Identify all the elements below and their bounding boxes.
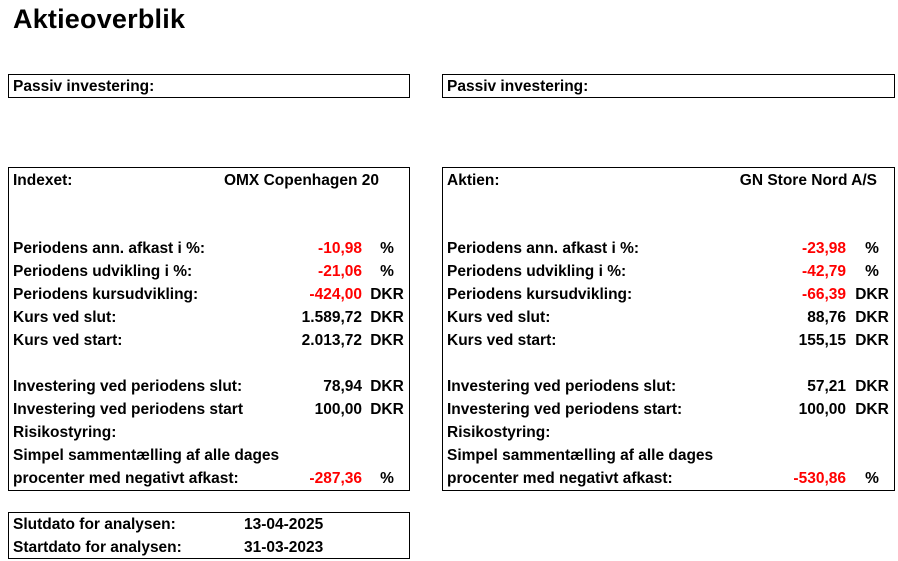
invest-label: Investering ved periodens slut: <box>447 378 677 395</box>
metric-value: 88,76 <box>807 309 846 326</box>
start-date-label: Startdato for analysen: <box>13 539 182 556</box>
invest-unit: DKR <box>370 378 404 395</box>
right-risk-value: -530,86 <box>793 470 846 487</box>
metric-label: Periodens ann. afkast i %: <box>447 240 640 257</box>
metric-value: -66,39 <box>802 286 846 303</box>
metric-unit: DKR <box>855 309 889 326</box>
metric-label: Kurs ved start: <box>13 332 123 349</box>
left-risk-unit: % <box>380 470 394 487</box>
metric-label: Kurs ved slut: <box>447 309 551 326</box>
invest-unit: DKR <box>370 401 404 418</box>
metric-label: Periodens kursudvikling: <box>13 286 199 303</box>
right-risk-unit: % <box>865 470 879 487</box>
metric-value: -21,06 <box>318 263 362 280</box>
right-risk-desc-1: Simpel sammentælling af alle dages <box>447 447 714 464</box>
right-passive-label: Passiv investering: <box>447 78 589 95</box>
invest-label: Investering ved periodens start <box>13 401 243 418</box>
left-metric-row <box>9 283 409 306</box>
right-invest-row <box>443 375 894 398</box>
metric-value: 1.589,72 <box>301 309 362 326</box>
metric-value: -42,79 <box>802 263 846 280</box>
right-invest-row <box>443 398 894 421</box>
left-metric-row <box>9 329 409 352</box>
right-metric-row <box>443 329 894 352</box>
right-risk-desc-2: procenter med negativt afkast: <box>447 470 673 487</box>
left-header-value: OMX Copenhagen 20 <box>223 172 379 189</box>
right-stock-panel <box>442 167 895 491</box>
right-passive-box <box>442 74 895 98</box>
right-header-label: Aktien: <box>447 172 500 189</box>
left-metric-row <box>9 306 409 329</box>
metric-unit: DKR <box>370 286 404 303</box>
metric-label: Periodens udvikling i %: <box>13 263 193 280</box>
right-metric-row <box>443 260 894 283</box>
end-date-value: 13-04-2025 <box>244 516 324 533</box>
invest-label: Investering ved periodens start: <box>447 401 683 418</box>
left-invest-row <box>9 398 409 421</box>
invest-unit: DKR <box>855 401 889 418</box>
metric-label: Kurs ved slut: <box>13 309 117 326</box>
left-passive-label: Passiv investering: <box>13 78 155 95</box>
left-header-label: Indexet: <box>13 172 73 189</box>
right-metric-row <box>443 237 894 260</box>
metric-value: -10,98 <box>318 240 362 257</box>
left-risk-desc-2: procenter med negativt afkast: <box>13 470 239 487</box>
right-metric-row <box>443 306 894 329</box>
left-risk-desc-1: Simpel sammentælling af alle dages <box>13 447 280 464</box>
end-date-label: Slutdato for analysen: <box>13 516 176 533</box>
metric-label: Periodens kursudvikling: <box>447 286 633 303</box>
right-header-value: GN Store Nord A/S <box>739 172 877 189</box>
metric-unit: % <box>380 263 394 280</box>
invest-unit: DKR <box>855 378 889 395</box>
invest-value: 78,94 <box>323 378 362 395</box>
start-date-value: 31-03-2023 <box>244 539 324 556</box>
left-risk-label: Risikostyring: <box>13 424 117 441</box>
left-invest-row <box>9 375 409 398</box>
left-metric-row <box>9 237 409 260</box>
metric-label: Periodens udvikling i %: <box>447 263 627 280</box>
metric-unit: % <box>865 240 879 257</box>
invest-value: 100,00 <box>314 401 362 418</box>
metric-unit: DKR <box>370 309 404 326</box>
left-passive-box <box>8 74 410 98</box>
right-risk-label: Risikostyring: <box>447 424 551 441</box>
left-risk-value: -287,36 <box>309 470 362 487</box>
metric-unit: DKR <box>370 332 404 349</box>
metric-value: -23,98 <box>802 240 846 257</box>
left-metric-row <box>9 260 409 283</box>
metric-value: -424,00 <box>309 286 362 303</box>
analysis-dates-box <box>8 512 410 559</box>
metric-unit: DKR <box>855 332 889 349</box>
page-title: Aktieoverblik <box>13 4 186 34</box>
metric-label: Kurs ved start: <box>447 332 557 349</box>
right-metric-row <box>443 283 894 306</box>
metric-value: 2.013,72 <box>301 332 362 349</box>
invest-value: 57,21 <box>807 378 846 395</box>
invest-label: Investering ved periodens slut: <box>13 378 243 395</box>
left-index-panel <box>8 167 410 491</box>
metric-unit: % <box>865 263 879 280</box>
invest-value: 100,00 <box>798 401 846 418</box>
metric-unit: DKR <box>855 286 889 303</box>
metric-label: Periodens ann. afkast i %: <box>13 240 206 257</box>
metric-unit: % <box>380 240 394 257</box>
metric-value: 155,15 <box>798 332 846 349</box>
